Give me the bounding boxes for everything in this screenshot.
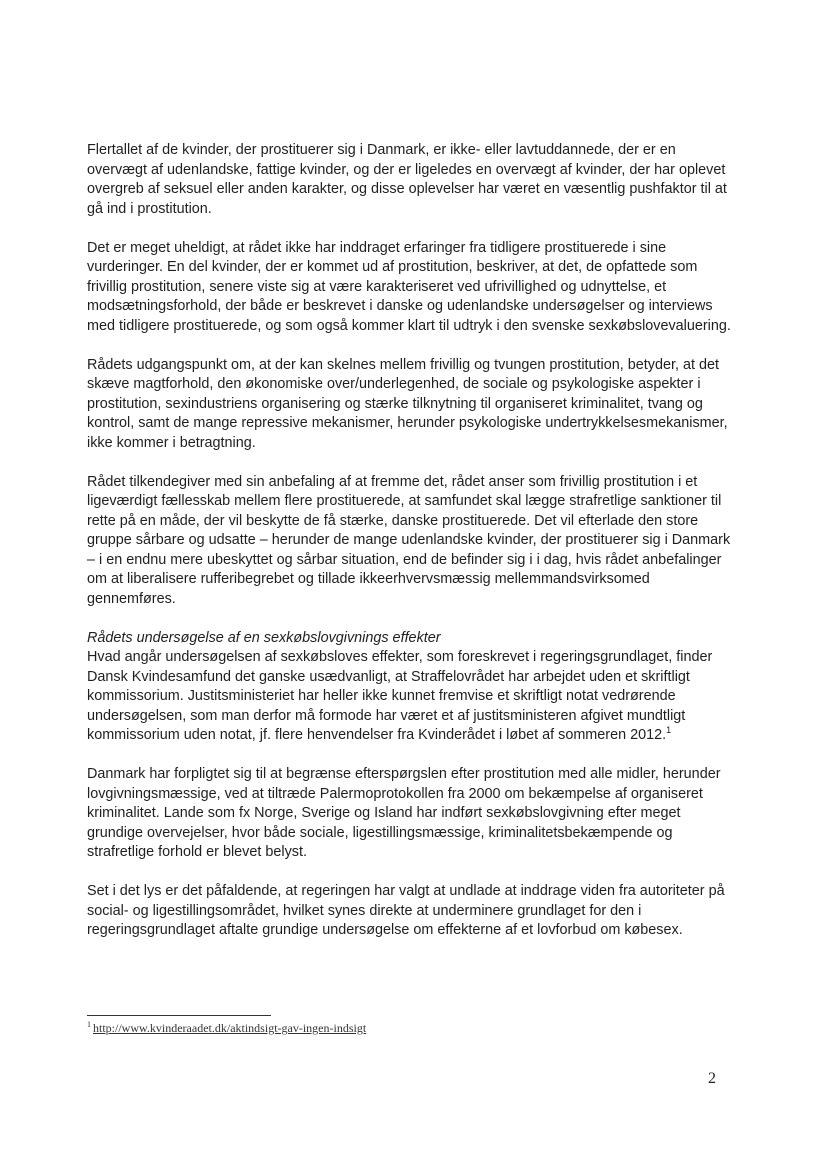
footnote xyxy=(87,1020,366,1036)
paragraph-1: Flertallet af de kvinder, der prostituerer sig i Danmark, er ikke- eller lavtuddannede, der er en overvægt af udenlandske, fattige kvinder, og der er ligeledes en overvægt af kvinder, der har oplevet overgreb af seksuel eller anden karakter, og disse oplevelser har været en væsentlig pushfaktor til at gå ind i prostitution. xyxy=(87,142,727,217)
section-paragraph xyxy=(87,648,737,746)
paragraph-7: Set i det lys er det påfaldende, at regeringen har valgt at undlade at inddrage viden fra autoriteter på social- og ligestillingsområdet, hvilket synes direkte at underminere grundlaget for den i regeringsgrundlaget aftalte grundige undersøgelse om effekterne af et lovforbud om købesex. xyxy=(87,883,725,938)
paragraph-2: Det er meget uheldigt, at rådet ikke har inddraget erfaringer fra tidligere prostituerede i sine vurderinger. En del kvinder, der er kommet ud af prostitution, beskriver, at det, de opfattede som frivillig prostitution, senere viste sig at være karakteriseret ved ufrivillighed og udnyttelse, et modsætningsforhold, der både er beskrevet i danske og udenlandske undersøgelser og interviews med tidligere prostituerede, og som også kommer klart til udtryk i den svenske sexkøbslovevaluering. xyxy=(87,239,731,334)
section-heading: Rådets undersøgelse af en sexkøbslovgivnings effekter xyxy=(87,629,441,646)
paragraph-4: Rådet tilkendegiver med sin anbefaling af at fremme det, rådet anser som frivillig prostitution i et ligeværdigt fællesskab mellem flere prostituerede, at samfundet skal lægge strafretlige sanktioner til rette på en måde, der vil beskytte de få stærke, danske prostituerede. Det vil efterlade den store gruppe sårbare og udsatte – herunder de mange udenlandske kvinder, der prostituerer sig i Danmark – i en endnu mere ubeskyttet og sårbar situation, end de befinder sig i i dag, hvis rådet anbefalinger om at liberalisere rufferibegrebet og tillade ikkeerhvervsmæssig mellemmandsvirksomed gennemføres. xyxy=(87,473,731,607)
footnote-reference[interactable]: 1 xyxy=(666,725,672,736)
footnote-marker: 1 xyxy=(87,1020,91,1029)
body-text xyxy=(87,141,737,960)
paragraph-3: Rådets udgangspunkt om, at der kan skelnes mellem frivillig og tvungen prostitution, betyder, at det skæve magtforhold, den økonomiske over/underlegenhed, de sociale og psykologiske aspekter i prostitution, sexindustriens organisering og stærke tilknytning til organiseret kriminalitet, tvang og kontrol, samt de mange repressive mekanismer, herunder psykologiske undertrykkelsesmekanismer, ikke kommer i betragtning. xyxy=(87,356,728,451)
footnote-link[interactable]: http://www.kvinderaadet.dk/aktindsigt-gav-ingen-indsigt xyxy=(93,1021,367,1035)
footnote-divider xyxy=(87,1015,271,1016)
section-paragraph-text: Hvad angår undersøgelsen af sexkøbsloves effekter, som foreskrevet i regeringsgrundlaget, finder Dansk Kvindesamfund det ganske usædvanligt, at Straffelovrådet har arbejdet uden et skriftligt kommissorium. Justitsministeriet har heller ikke kunnet fremvise et skriftligt notat vedrørende undersøgelsen, som man derfor må formode har været et af justitsministeren afgivet mundtligt kommissorium uden notat, jf. flere henvendelser fra Kvinderådet i løbet af sommeren 2012. xyxy=(87,649,713,743)
page-number: 2 xyxy=(708,1070,716,1087)
paragraph-6: Danmark har forpligtet sig til at begrænse efterspørgslen efter prostitution med alle midler, herunder lovgivningsmæssige, ved at tiltræde Palermoprotokollen fra 2000 om bekæmpelse af organiseret kriminalitet. Lande som fx Norge, Sverige og Island har indført sexkøbslovgivning efter meget grundige overvejelser, hvor både sociale, ligestillingsmæssige, kriminalitetsbekæmpende og strafretlige forhold er blevet belyst. xyxy=(87,766,721,860)
